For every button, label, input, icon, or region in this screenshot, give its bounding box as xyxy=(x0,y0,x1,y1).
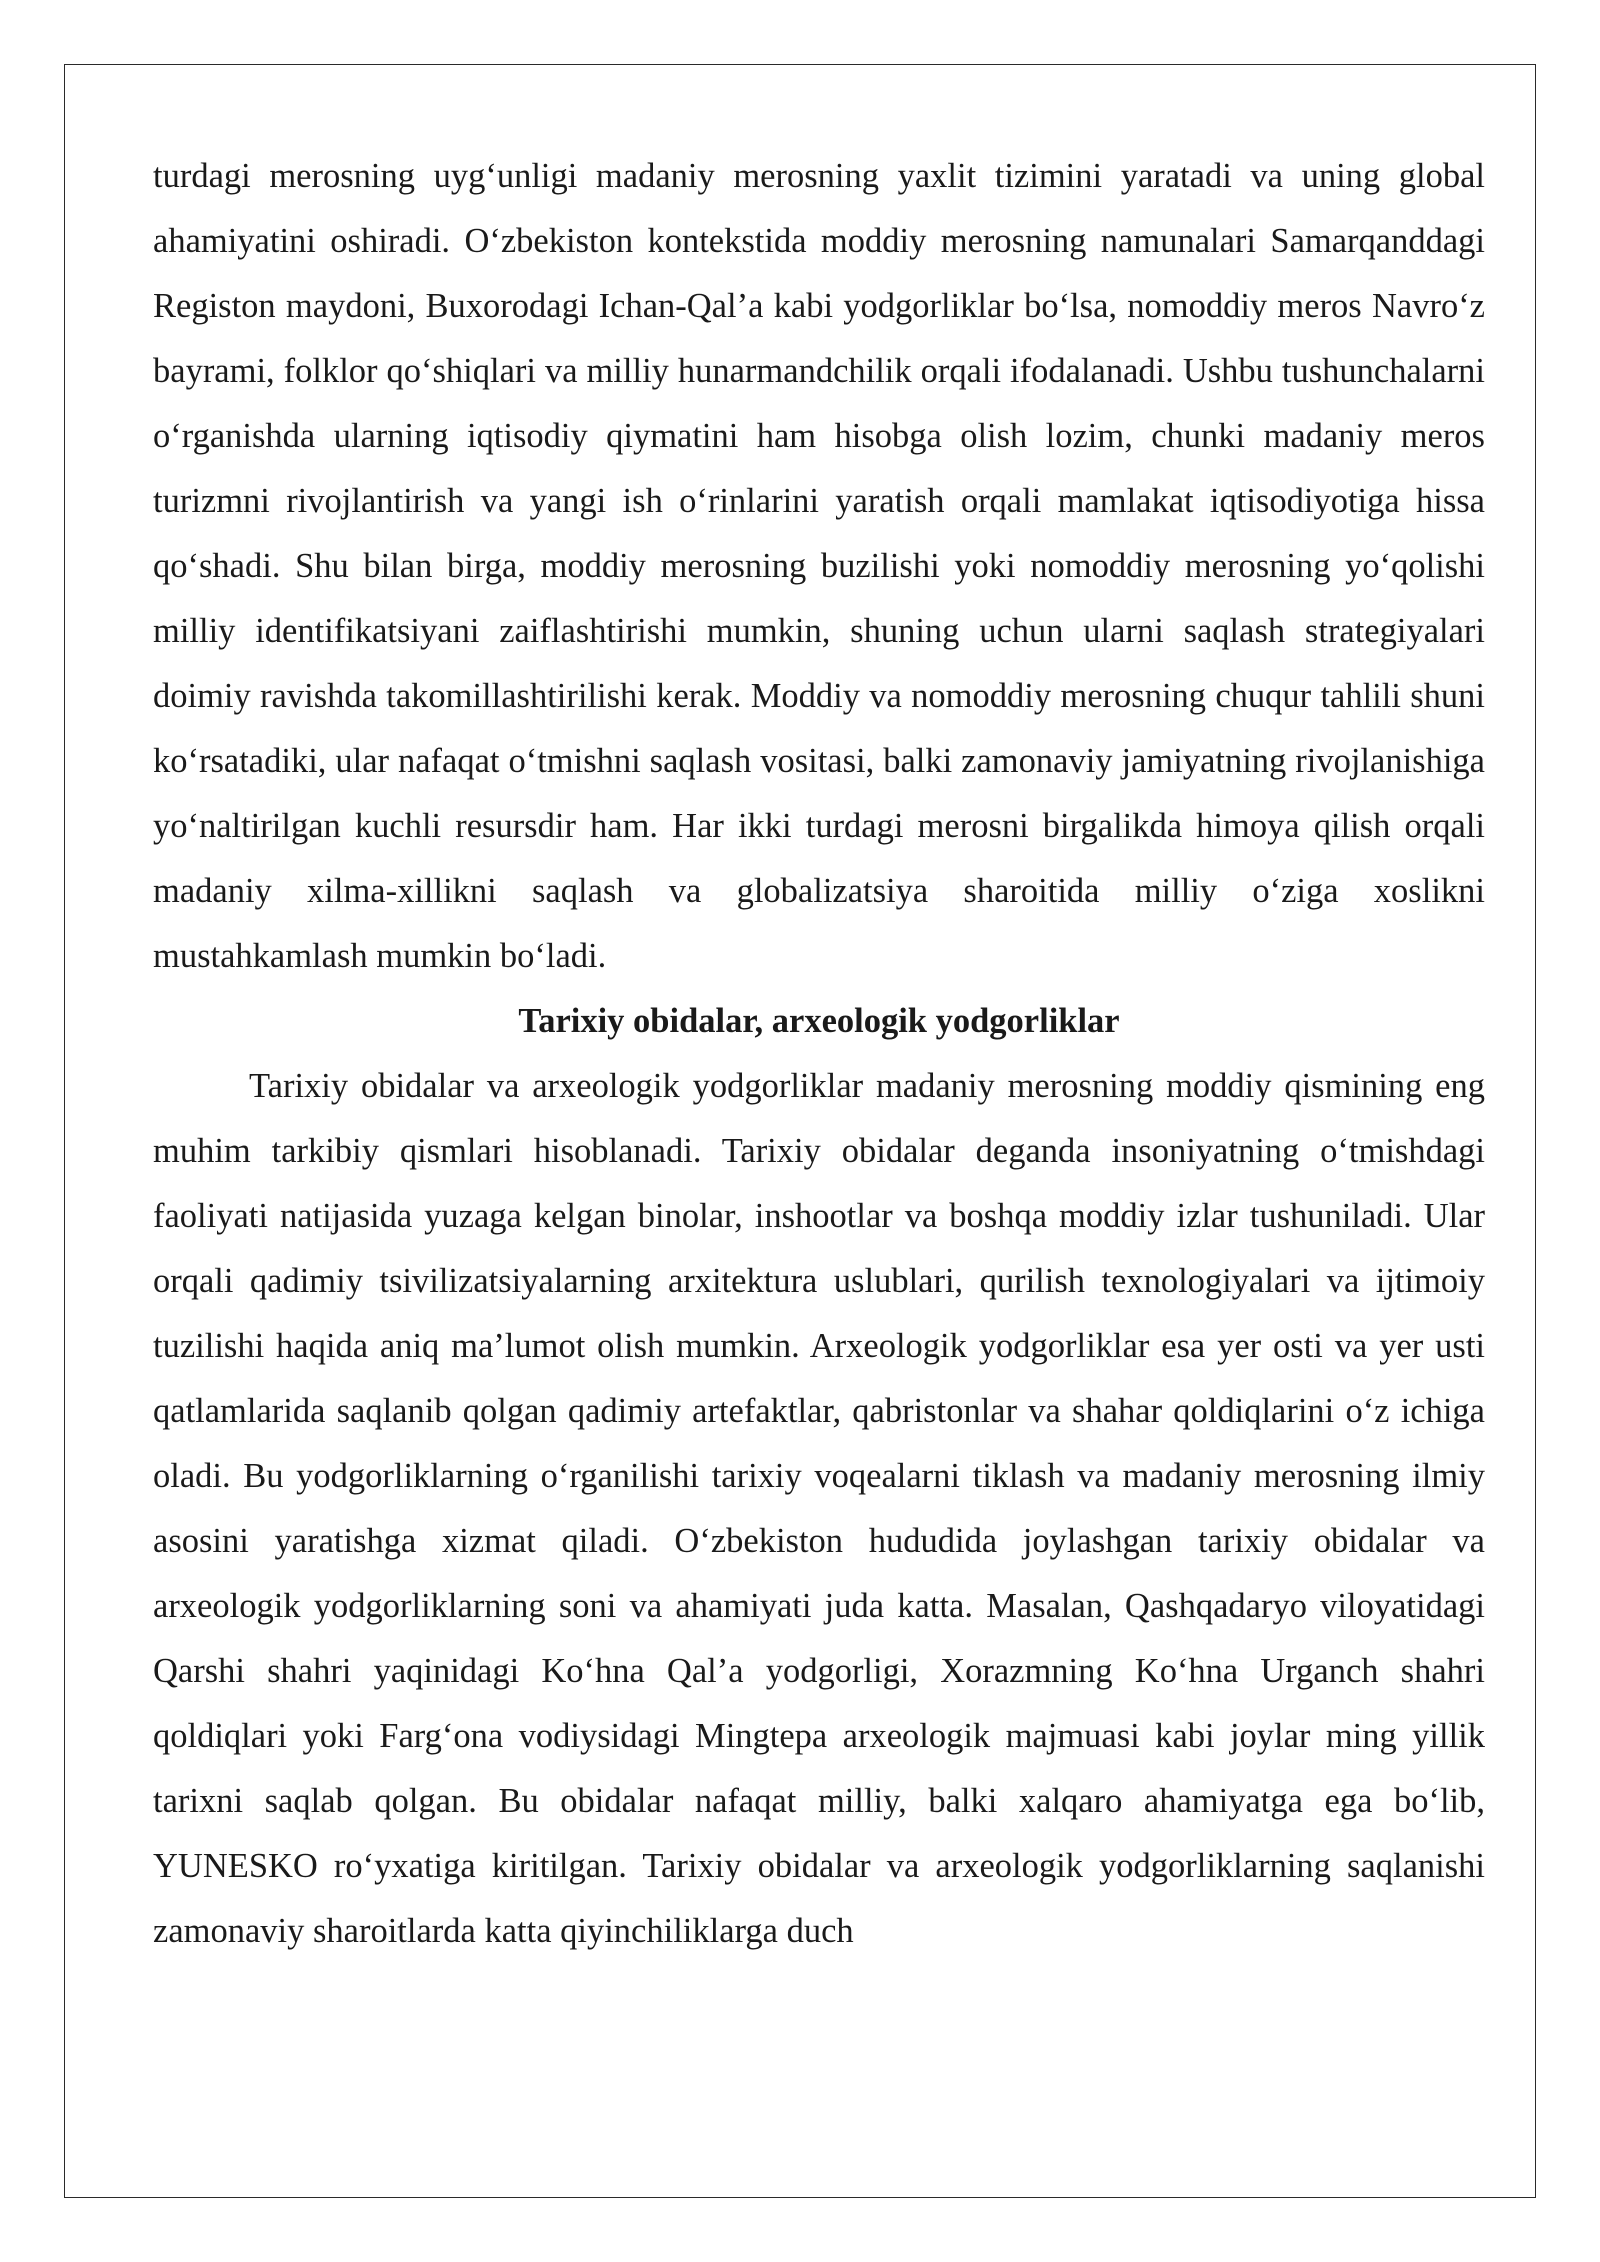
body-paragraph: Tarixiy obidalar va arxeologik yodgorliklar madaniy merosning moddiy qismining eng muhim tarkibiy qismlari hisoblanadi. Tarixiy obidalar deganda insoniyatning o‘tmishdagi faoliyati natijasida yuzaga kelgan binolar, inshootlar va boshqa moddiy izlar tushuniladi. Ular orqali qadimiy tsivilizatsiyalarning arxitektura uslublari, qurilish texnologiyalari va ijtimoiy tuzilishi haqida aniq ma’lumot olish mumkin. Arxeologik yodgorliklar esa yer osti va yer usti qatlamlarida saqlanib qolgan qadimiy artefaktlar, qabristonlar va shahar qoldiqlarini o‘z ichiga oladi. Bu yodgorliklarning o‘rganilishi tarixiy voqealarni tiklash va madaniy merosning ilmiy asosini yaratishga xizmat qiladi. O‘zbekiston hududida joylashgan tarixiy obidalar va arxeologik yodgorliklarning soni va ahamiyati juda katta. Masalan, Qashqadaryo viloyatidagi Qarshi shahri yaqinidagi Ko‘hna Qal’a yodgorligi, Xorazmning Ko‘hna Urganch shahri qoldiqlari yoki Farg‘ona vodiysidagi Mingtepa arxeologik majmuasi kabi joylar ming yillik tarixni saqlab qolgan. Bu obidalar nafaqat milliy, balki xalqaro ahamiyatga ega bo‘lib, YUNESKO ro‘yxatiga kiritilgan. Tarixiy obidalar va arxeologik yodgorliklarning saqlanishi zamonaviy sharoitlarda katta qiyinchiliklarga duch xyxy=(153,1067,1485,1950)
section-heading: Tarixiy obidalar, arxeologik yodgorliklar xyxy=(518,1002,1120,1040)
continued-paragraph: turdagi merosning uyg‘unligi madaniy merosning yaxlit tizimini yaratadi va uning global ahamiyatini oshiradi. O‘zbekiston kontekstida moddiy merosning namunalari Samarqanddagi Registon maydoni, Buxorodagi Ichan-Qal’a kabi yodgorliklar bo‘lsa, nomoddiy meros Navro‘z bayrami, folklor qo‘shiqlari va milliy hunarmandchilik orqali ifodalanadi. Ushbu tushunchalarni o‘rganishda ularning iqtisodiy qiymatini ham hisobga olish lozim, chunki madaniy meros turizmni rivojlantirish va yangi ish o‘rinlarini yaratish orqali mamlakat iqtisodiyotiga hissa qo‘shadi. Shu bilan birga, moddiy merosning buzilishi yoki nomoddiy merosning yo‘qolishi milliy identifikatsiyani zaiflashtirishi mumkin, shuning uchun ularni saqlash strategiyalari doimiy ravishda takomillashtirilishi kerak. Moddiy va nomoddiy merosning chuqur tahlili shuni ko‘rsatadiki, ular nafaqat o‘tmishni saqlash vositasi, balki zamonaviy jamiyatning rivojlanishiga yo‘naltirilgan kuchli resursdir ham. Har ikki turdagi merosni birgalikda himoya qilish orqali madaniy xilma-xillikni saqlash va globalizatsiya sharoitida milliy o‘ziga xoslikni mustahkamlash mumkin bo‘ladi. xyxy=(153,157,1485,975)
document-body xyxy=(153,144,1485,1964)
